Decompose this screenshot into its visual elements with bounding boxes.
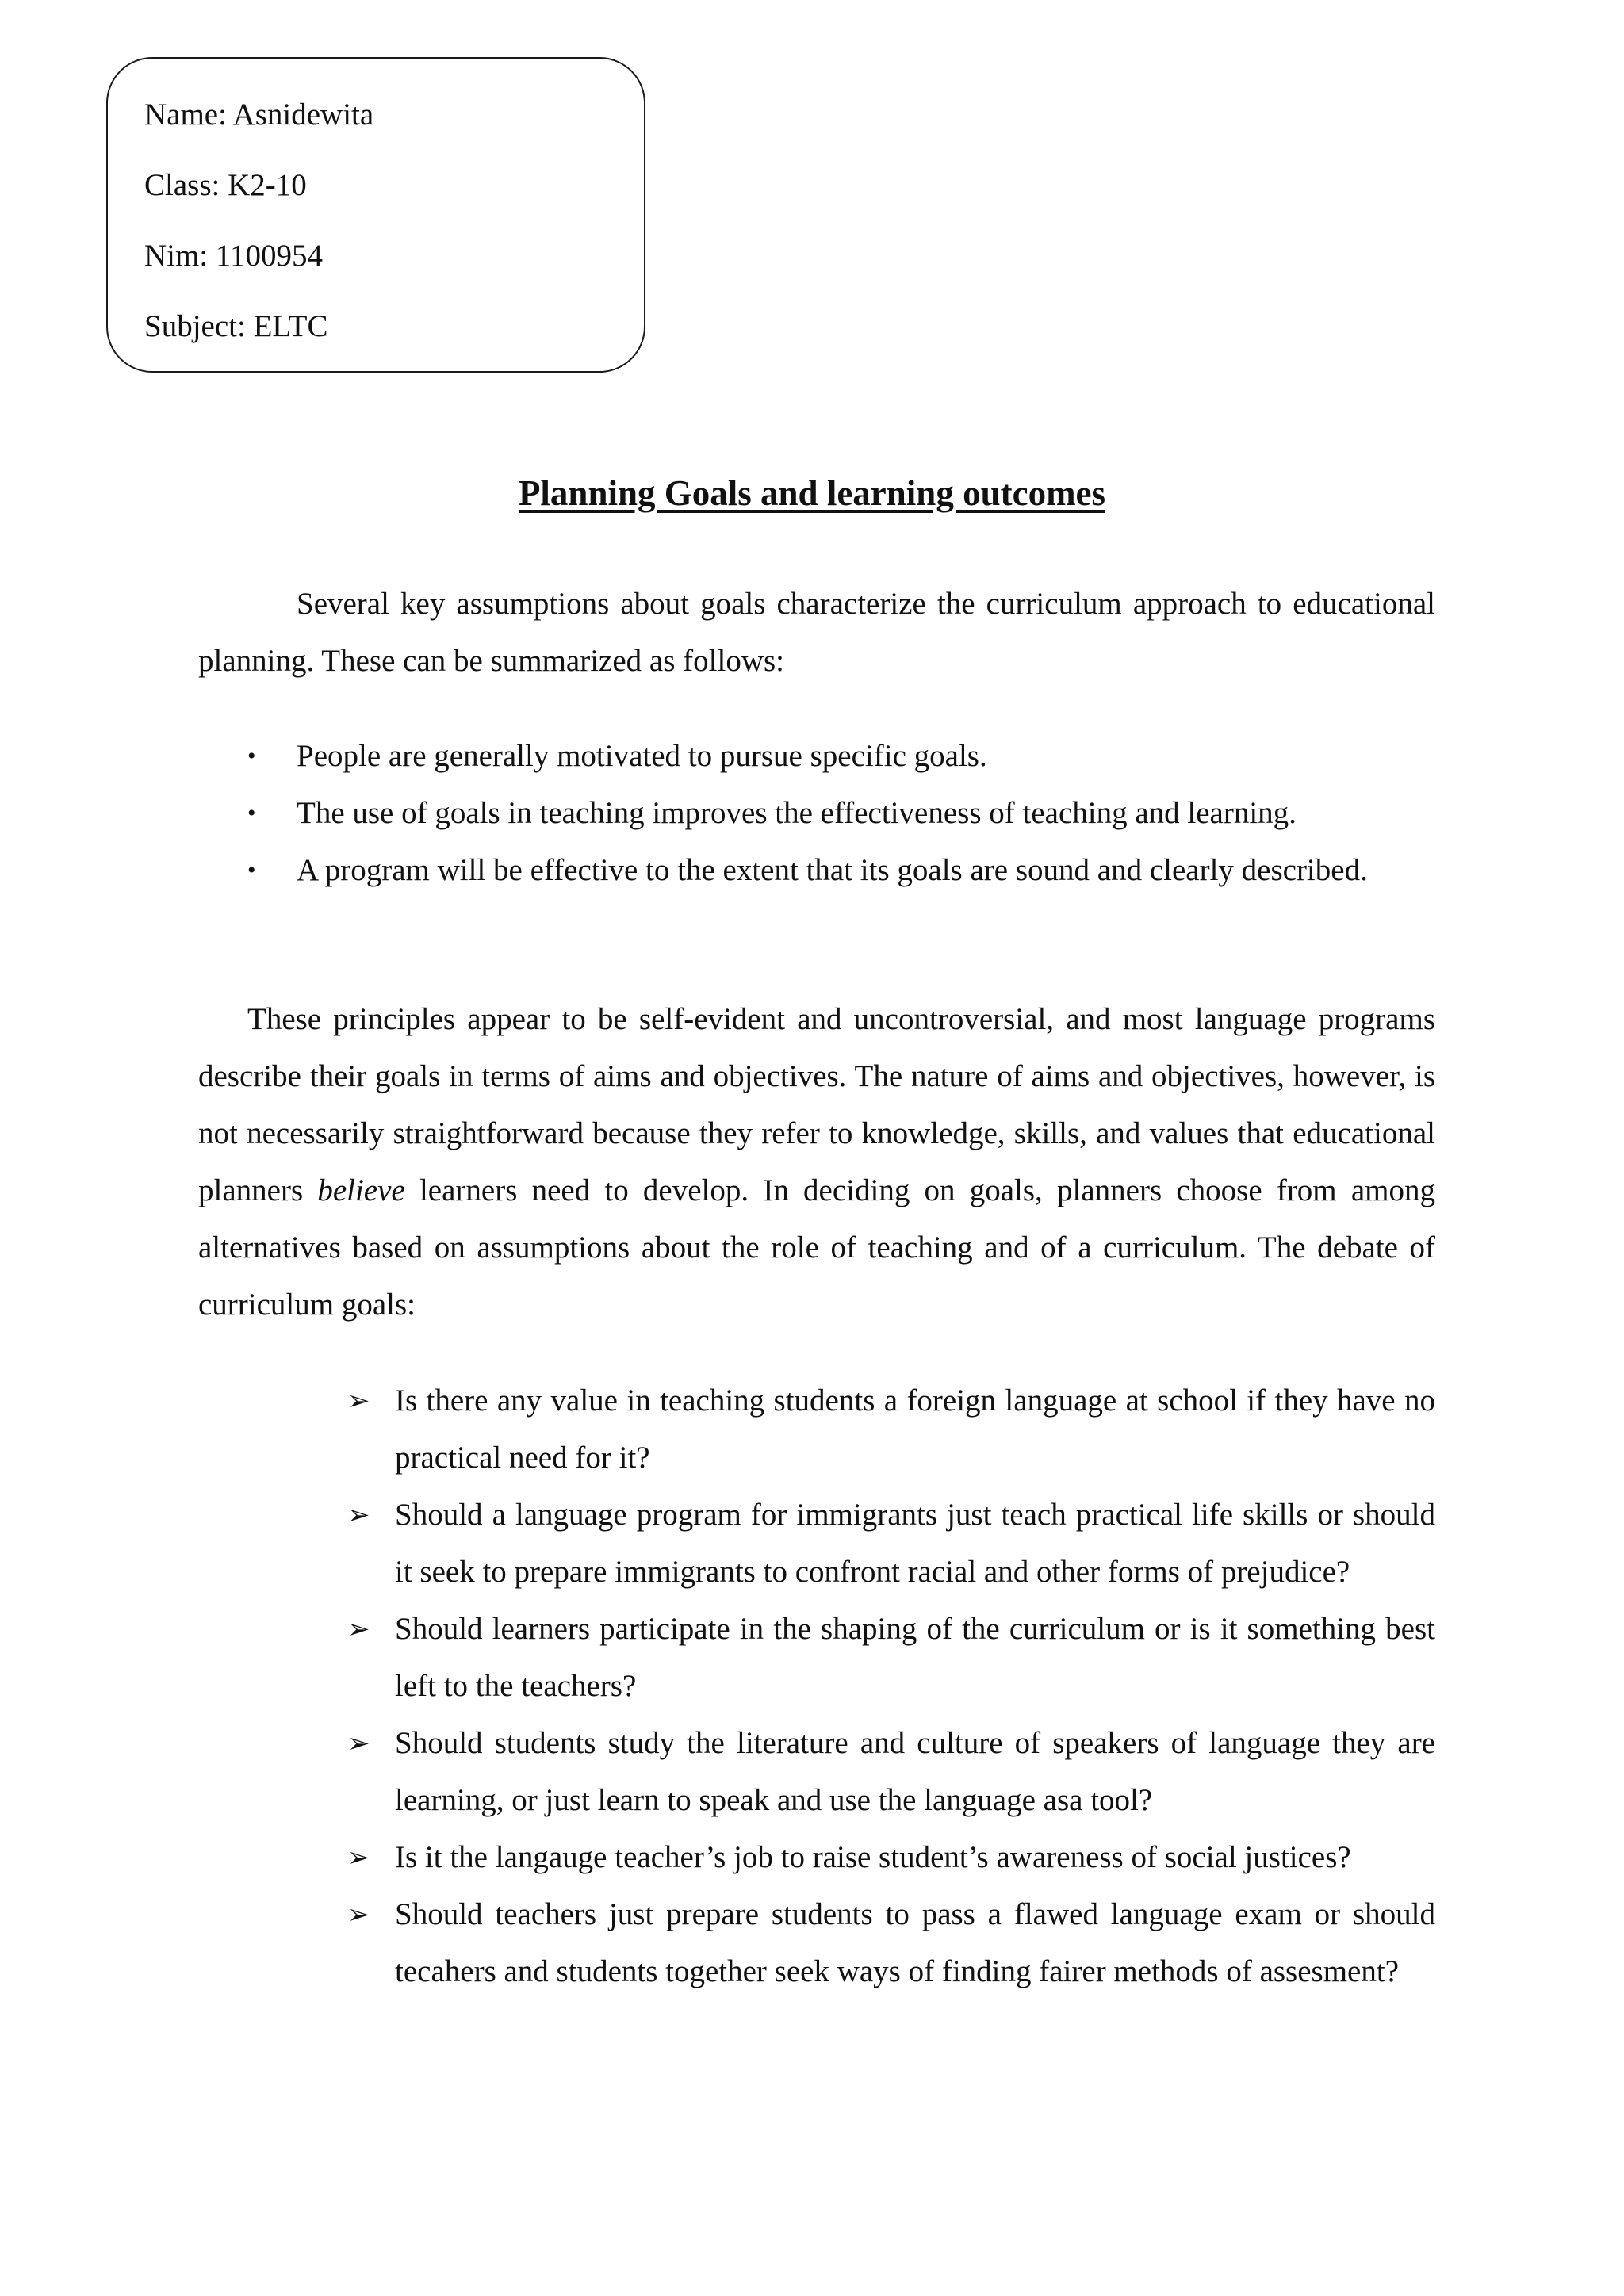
document-title: Planning Goals and learning outcomes — [518, 473, 1106, 513]
intro-text: Several key assumptions about goals characterize the curriculum approach to educational planning. These can be summarized as follows: — [198, 587, 1435, 678]
emphasis-believe: believe — [317, 1173, 405, 1207]
list-item — [198, 785, 1435, 842]
list-item — [198, 1715, 1435, 1829]
list-item-text: Is it the langauge teacher’s job to raise student’s awareness of social justices? — [395, 1840, 1351, 1874]
bullet-icon: • — [247, 857, 256, 883]
assumptions-list — [198, 728, 1435, 899]
list-item-text: Should teachers just prepare students to pass a flawed language exam or should tecahers and students together seek ways of finding fairer methods of assesment? — [395, 1897, 1435, 1988]
arrow-bullet-icon: ➢ — [347, 1499, 370, 1531]
student-name: Name: Asnidewita — [144, 98, 374, 132]
list-item-text: The use of goals in teaching improves the effectiveness of teaching and learning. — [297, 796, 1297, 830]
list-item — [198, 842, 1435, 899]
list-item — [198, 1601, 1435, 1715]
list-item — [198, 1372, 1435, 1487]
list-item — [198, 1886, 1435, 2000]
list-item — [198, 728, 1435, 785]
list-item-text: A program will be effective to the extent that its goals are sound and clearly described. — [297, 853, 1368, 887]
bullet-icon: • — [247, 800, 256, 826]
student-class: Class: K2-10 — [144, 168, 307, 202]
list-item-text: People are generally motivated to pursue specific goals. — [297, 739, 987, 773]
list-item-text: Should learners participate in the shaping of the curriculum or is it something best left to the teachers? — [395, 1612, 1435, 1703]
list-item-text: Should a language program for immigrants just teach practical life skills or should it seek to prepare immigrants to confront racial and other forms of prejudice? — [395, 1498, 1435, 1589]
principles-paragraph — [198, 991, 1435, 1334]
list-item — [198, 1829, 1435, 1886]
list-item — [198, 1487, 1435, 1601]
arrow-bullet-icon: ➢ — [347, 1728, 370, 1759]
bullet-icon: • — [247, 743, 256, 769]
list-item-text: Should students study the literature and culture of speakers of language they are learning, or just learn to speak and use the language asa tool? — [395, 1726, 1435, 1817]
debate-questions-list — [198, 1372, 1435, 2000]
intro-paragraph — [198, 576, 1435, 690]
principles-text-part2: learners need to develop. In deciding on goals, planners choose from among alternatives based on assumptions about the role of teaching and of a curriculum. The debate of curriculum goals: — [198, 1173, 1435, 1322]
arrow-bullet-icon: ➢ — [347, 1613, 370, 1645]
student-info-box — [106, 57, 645, 373]
arrow-bullet-icon: ➢ — [347, 1385, 370, 1417]
arrow-bullet-icon: ➢ — [347, 1899, 370, 1931]
arrow-bullet-icon: ➢ — [347, 1842, 370, 1873]
principles-text-part1: These principles appear to be self-evident and uncontroversial, and most language programs describe their goals in terms of aims and objectives. The nature of aims and objectives, however, is not necessarily straightforward because they refer to knowledge, skills, and values that educational planners — [198, 1002, 1435, 1207]
list-item-text: Is there any value in teaching students a foreign language at school if they have no practical need for it? — [395, 1383, 1435, 1475]
student-nim: Nim: 1100954 — [144, 239, 323, 273]
student-subject: Subject: ELTC — [144, 309, 328, 343]
principles-text — [198, 991, 1435, 1334]
